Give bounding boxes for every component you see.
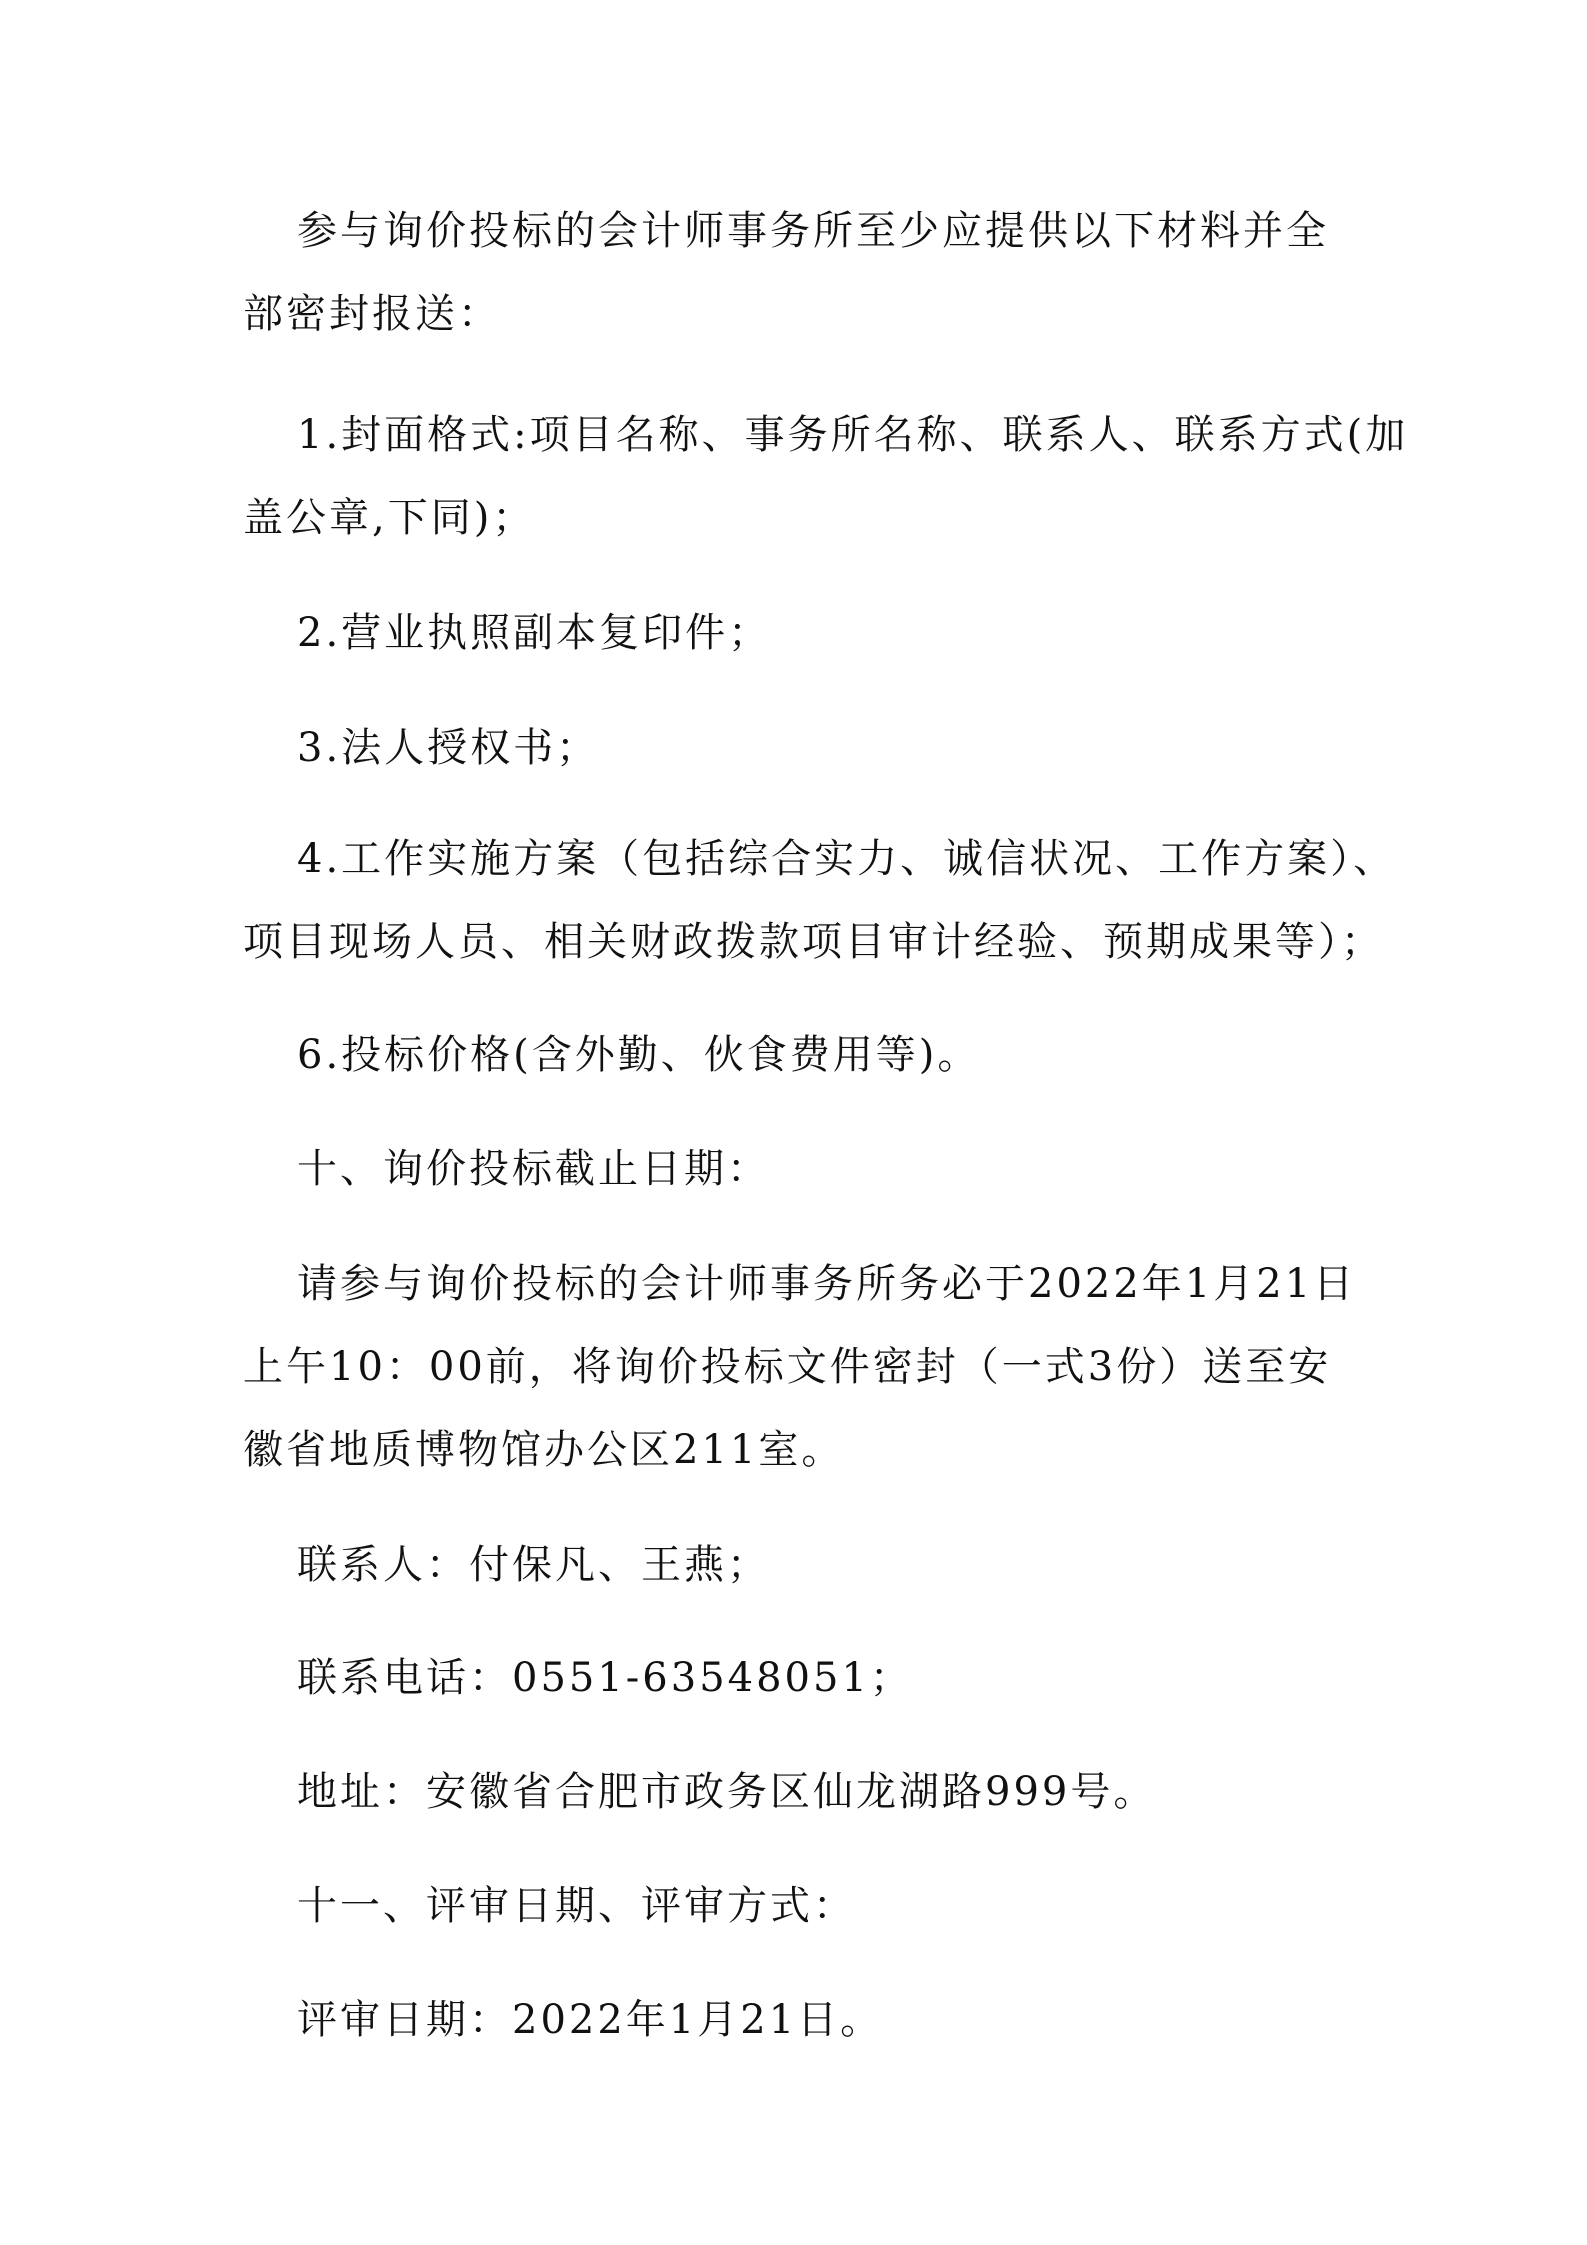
text-line: 联系人：付保凡、王燕； [297,1542,770,1588]
paragraph-address [243,1751,1358,1834]
paragraph-item-2 [243,592,1358,675]
paragraph-review-date [243,1979,1358,2062]
text-line: 联系电话：0551-63548051； [297,1655,913,1701]
paragraph-deadline-details [243,1243,1358,1492]
paragraph-item-1 [243,394,1409,560]
section-heading-deadline [243,1128,1358,1211]
section-heading-review [243,1865,1358,1948]
text-line: 3.法人授权书； [297,725,600,771]
text-line: 1.封面格式:项目名称、事务所名称、联系人、联系方式(加 [297,412,1409,458]
text-line: 上午10：00前，将询价投标文件密封（一式3份）送至安 [243,1344,1332,1390]
text-line: 6.投标价格(含外勤、伙食费用等)。 [297,1032,981,1078]
text-line: 请参与询价投标的会计师事务所务必于2022年1月21日 [297,1261,1357,1307]
paragraph-materials-intro [243,190,1358,356]
paragraph-item-4 [243,818,1397,984]
text-line: 盖公章,下同)； [243,495,536,541]
text-line: 参与询价投标的会计师事务所至少应提供以下材料并全 [297,208,1329,254]
text-line: 地址：安徽省合肥市政务区仙龙湖路999号。 [297,1769,1157,1815]
paragraph-contact-person [243,1524,1358,1607]
paragraph-contact-phone [243,1637,1358,1720]
paragraph-item-3 [243,707,1358,790]
text-line: 4.工作实施方案（包括综合实力、诚信状况、工作方案）、 [297,836,1397,882]
text-line: 2.营业执照副本复印件； [297,610,772,656]
text-line: 徽省地质博物馆办公区211室。 [243,1427,845,1473]
text-line: 项目现场人员、相关财政拨款项目审计经验、预期成果等）； [243,919,1384,965]
text-line: 十、询价投标截止日期： [297,1146,770,1192]
text-line: 评审日期：2022年1月21日。 [297,1997,884,2043]
paragraph-item-6 [243,1014,1358,1097]
text-line: 十一、评审日期、评审方式： [297,1883,856,1929]
text-line: 部密封报送： [243,291,501,337]
